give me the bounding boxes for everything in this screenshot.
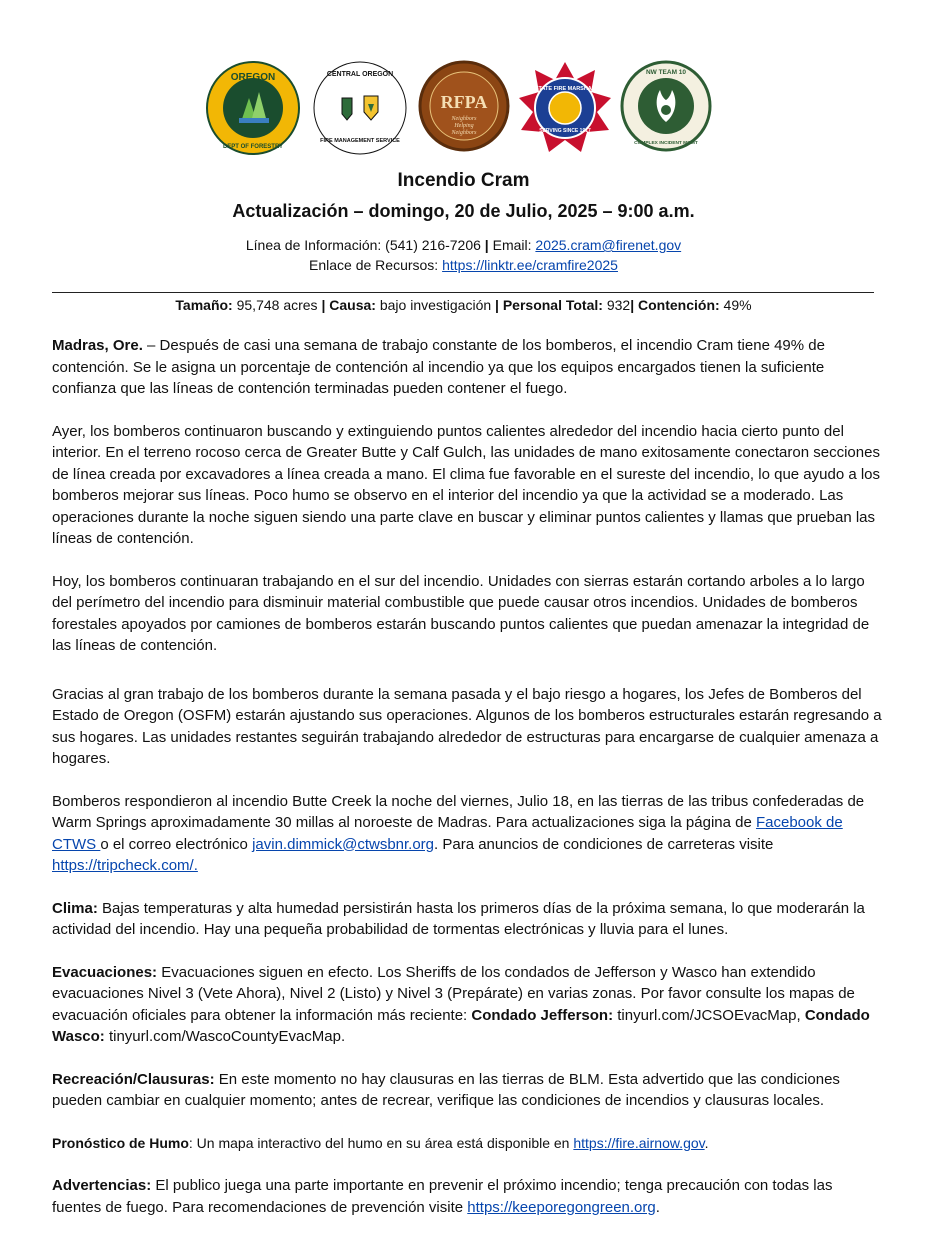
paragraph-recreation: Recreación/Clausuras: En este momento no hay clausuras en las tierras de BLM. Esta advertido que las condiciones pueden cambiar en cualquier momento; antes de recrear, verifique las condiciones de incendios y clausuras locales. <box>52 1070 840 1109</box>
email-label: Email: <box>492 237 532 253</box>
central-oregon-fire-management-logo <box>312 60 408 156</box>
tripcheck-link[interactable]: https://tripcheck.com/. <box>52 857 198 874</box>
update-body <box>52 335 882 1239</box>
weather-label: Clima: <box>52 899 98 917</box>
cause-label: Causa: <box>329 297 376 313</box>
size-label: Tamaño: <box>175 297 233 313</box>
paragraph-evacuations: Evacuaciones: Evacuaciones siguen en efecto. Los Sheriffs de los condados de Jefferson y Wasco han extendido evacuaciones Nivel 3 (Vete Ahora), Nivel 2 (Listo) y Nivel 3 (Prepárate) en varias zonas. Por favor consulte los mapas de evacuación oficiales para obtener la información más reciente: Condado Jefferson: tinyurl.com/JCSOEvacMap, Condado Wasco: tinyurl.com/WascoCountyEvacMap. <box>52 963 870 1045</box>
divider <box>52 292 874 293</box>
oregon-department-of-forestry-logo <box>205 60 301 156</box>
svg-text:RFPA: RFPA <box>440 92 488 112</box>
svg-text:SERVING SINCE 1917: SERVING SINCE 1917 <box>539 128 591 134</box>
containment-label: Contención: <box>638 297 720 313</box>
svg-text:DEPT OF FORESTRY: DEPT OF FORESTRY <box>222 144 284 150</box>
svg-text:FIRE MANAGEMENT SERVICE: FIRE MANAGEMENT SERVICE <box>320 138 400 144</box>
svg-text:Neighbors: Neighbors <box>451 130 477 136</box>
svg-text:NW TEAM 10: NW TEAM 10 <box>645 69 687 76</box>
smoke-label: Pronóstico de Humo <box>52 1134 189 1151</box>
paragraph-osfm: Gracias al gran trabajo de los bomberos durante la semana pasada y el bajo riesgo a hogares, los Jefes de Bomberos del Estado de Oregon (OSFM) estarán ajustando sus operaciones. Algunos de los bomberos estructurales estarán regresando a sus hogares. Las unidades restantes seguirán trabajando alrededor de estructuras para encargarse de cualquier amenaza a hogares. <box>52 685 882 767</box>
evacuations-label: Evacuaciones: <box>52 963 158 981</box>
facebook-ctws-link[interactable]: Facebook de CTWS <box>52 814 843 853</box>
resources-link[interactable]: https://linktr.ee/cramfire2025 <box>442 257 618 273</box>
recreation-label: Recreación/Clausuras: <box>52 1070 215 1088</box>
ctws-email-link[interactable]: javin.dimmick@ctwsbnr.org <box>252 835 435 853</box>
wasco-label: Condado Wasco: <box>52 1006 870 1045</box>
paragraph-today: Hoy, los bomberos continuaran trabajando en el sur del incendio. Unidades con sierras estarán cortando arboles a lo largo del perímetro del incendio para disminuir material combustible que puede causar otros incendios. Unidades de bomberos forestales apoyados por camiones de bomberos estarán buscando puntos calientes que puedan amenazar la integridad de las líneas de contención. <box>52 572 870 654</box>
containment-value: 49% <box>723 297 752 313</box>
svg-text:STATE FIRE MARSHAL: STATE FIRE MARSHAL <box>534 86 596 92</box>
logo-row <box>0 60 927 160</box>
personnel-label: Personal Total: <box>502 297 603 313</box>
svg-text:Helping: Helping <box>454 123 474 129</box>
paragraph-smoke: Pronóstico de Humo: Un mapa interactivo del humo en su área está disponible en https://fire.airnow.gov. <box>52 1134 709 1151</box>
contact-info <box>0 235 927 275</box>
jefferson-map-url: tinyurl.com/JCSOEvacMap, <box>613 1006 805 1024</box>
info-phone: Línea de Información: (541) 216-7206 <box>245 237 481 253</box>
wasco-map-url: tinyurl.com/WascoCountyEvacMap. <box>104 1028 346 1045</box>
fire-stats: Tamaño: 95,748 acres | Causa: bajo investigación | Personal Total: 932| Contención: 49% <box>175 297 752 313</box>
nw-team-10-logo <box>620 60 712 152</box>
resources-label: Enlace de Recursos: <box>309 257 439 273</box>
page-title: Incendio Cram <box>397 170 530 191</box>
dateline: Madras, Ore. <box>52 337 143 354</box>
update-subtitle: Actualización – domingo, 20 de Julio, 2025 – 9:00 a.m. <box>232 201 695 221</box>
paragraph-butte-creek: Bomberos respondieron al incendio Butte Creek la noche del viernes, Julio 18, en las tierras de las tribus confederadas de Warm Springs aproximadamente 30 millas al noroeste de Madras. Para actualizaciones siga la página de Facebook de CTWS o el correo electrónico javin.dimmick@ctwsbnr.org. Para anuncios de condiciones de carreteras visite https://tripcheck.com/. <box>52 792 865 874</box>
svg-text:COMPLEX INCIDENT MGMT: COMPLEX INCIDENT MGMT <box>634 141 698 146</box>
warnings-label: Advertencias: <box>52 1177 152 1194</box>
resources-line <box>0 255 927 275</box>
oregon-state-fire-marshal-logo <box>517 60 613 156</box>
svg-text:Neighbors: Neighbors <box>451 116 477 122</box>
rfpa-logo <box>418 60 510 152</box>
paragraph-weather: Clima: Bajas temperaturas y alta humedad persistirán hasta los primeros días de la próxima semana, lo que moderarán la actividad del incendio. Hay una pequeña probabilidad de tormentas electrónicas y lluvia para el lunes. <box>52 899 865 938</box>
separator: | <box>484 237 493 253</box>
paragraph-intro: Madras, Ore. – Después de casi una semana de trabajo constante de los bomberos, el incendio Cram tiene 49% de contención. Se le asigna un porcentaje de contención al incendio ya que los equipos encargados tienen la suficiente confianza que las líneas de contención terminadas pueden contener el fuego. <box>52 337 825 397</box>
info-line <box>0 235 927 255</box>
paragraph-yesterday: Ayer, los bomberos continuaron buscando y extinguiendo puntos calientes alrededor del incendio hacia cierto punto del interior. En el terreno rocoso cerca de Greater Butte y Calf Gulch, las unidades de mano exitosamente conectaron secciones de línea creada por excavadores a línea creada a mano. El clima fue favorable en el sureste del incendio, lo que ayudo a los bomberos mejorar sus líneas. Poco humo se observo en el interior del incendio ya que la actividad se a moderado. Las operaciones durante la noche siguen siendo una parte clave en buscar y eliminar puntos calientes y llamas que prueban las líneas de contención. <box>52 422 881 547</box>
paragraph-warnings: Advertencias: El publico juega una parte importante en prevenir el próximo incendio; tenga precaución con todas las fuentes de fuego. Para recomendaciones de prevención visite https://keeporegongreen.org. <box>52 1177 833 1216</box>
airnow-link[interactable]: https://fire.airnow.gov <box>573 1134 705 1151</box>
keeporegongreen-link[interactable]: https://keeporegongreen.org <box>467 1198 656 1216</box>
personnel-value: 932 <box>606 297 631 313</box>
svg-text:CENTRAL OREGON: CENTRAL OREGON <box>326 71 394 78</box>
jefferson-label: Condado Jefferson: <box>471 1006 614 1024</box>
size-value: 95,748 acres <box>236 297 318 313</box>
email-link[interactable]: 2025.cram@firenet.gov <box>535 237 682 253</box>
cause-value: bajo investigación <box>379 297 492 313</box>
svg-text:OREGON: OREGON <box>230 72 276 83</box>
